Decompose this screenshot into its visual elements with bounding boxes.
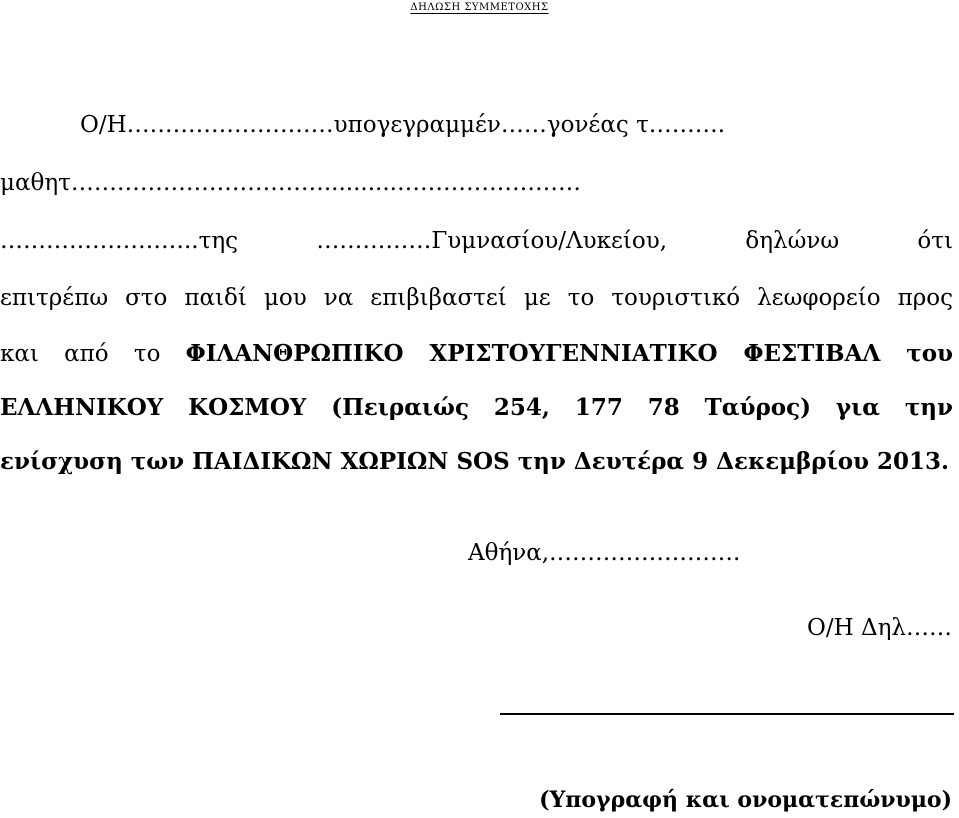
signature-line <box>500 713 954 715</box>
signature-caption: (Υπογραφή και ονοματεπώνυμο) <box>539 787 952 813</box>
document-title: ΔΗΛΩΣΗ ΣΥΜΜΕΤΟΧΗΣ <box>410 2 549 13</box>
place-date: Αθήνα,……………………. <box>468 540 741 566</box>
line-festival <box>0 340 953 367</box>
line-consent: επιτρέπω στο παιδί μου να επιβιβαστεί με το τουριστικό λεωφορείο προς <box>0 285 953 311</box>
line-festival-prefix: και από το <box>0 341 186 367</box>
line-student-name: μαθητ……………………………..........…………………… <box>0 170 581 196</box>
festival-name: ΦΙΛΑΝΘΡΩΠΙΚΟ ΧΡΙΣΤΟΥΓΕΝΝΙΑΤΙΚΟ ΦΕΣΤΙΒΑΛ του <box>185 340 953 367</box>
line-purpose: ενίσχυση των ΠΑΙΔΙΚΩΝ ΧΩΡΙΩΝ SOS την Δευτέρα 9 Δεκεμβρίου 2013. <box>0 448 950 475</box>
line-parent-name: Ο/Η………………………υπογεγραμμέν……γονέας τ………. <box>80 112 726 138</box>
line-school: ……………………..της ……………Γυμνασίου/Λυκείου, δηλώνω ότι <box>0 228 953 254</box>
signer-label: Ο/Η Δηλ…… <box>807 615 952 641</box>
line-address: ΕΛΛΗΝΙΚΟΥ ΚΟΣΜΟΥ (Πειραιώς 254, 177 78 Ταύρος) για την <box>0 394 953 421</box>
